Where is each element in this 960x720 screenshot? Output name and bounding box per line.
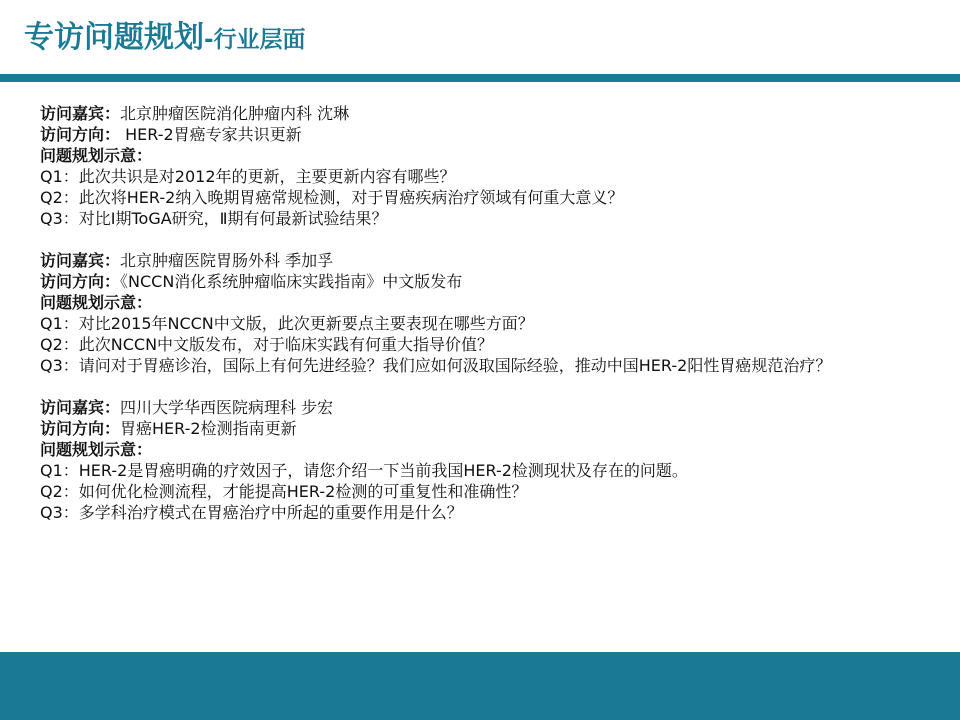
- direction-value: 胃癌HER-2检测指南更新: [120, 419, 297, 438]
- question-item: Q1：对比2015年NCCN中文版，此次更新要点主要表现在哪些方面？: [40, 314, 534, 333]
- plan-label: 问题规划示意：: [40, 440, 153, 459]
- guest-label: 访问嘉宾：: [40, 251, 121, 270]
- question-item: Q3：对比Ⅰ期ToGA研究，Ⅱ期有何最新试验结果？: [40, 209, 388, 228]
- guest-line: [40, 250, 960, 271]
- interview-block-2: [40, 250, 960, 376]
- guest-value: 四川大学华西医院病理科 步宏: [120, 398, 334, 417]
- guest-value: 北京肿瘤医院消化肿瘤内科 沈琳: [120, 104, 350, 123]
- interview-block-3: [40, 397, 960, 523]
- question-item: Q3：请问对于胃癌诊治，国际上有何先进经验？我们应如何汲取国际经验，推动中国HER-2阳性胃癌规范治疗？: [40, 356, 832, 375]
- title-sub: -行业层面: [204, 27, 306, 53]
- direction-label: 访问方向：: [40, 272, 121, 291]
- question-item: Q3：多学科治疗模式在胃癌治疗中所起的重要作用是什么？: [40, 503, 463, 522]
- question-item: Q1：此次共识是对2012年的更新，主要更新内容有哪些？: [40, 167, 456, 186]
- interview-content: [40, 103, 960, 544]
- guest-label: 访问嘉宾：: [40, 398, 121, 417]
- guest-line: [40, 103, 960, 124]
- direction-value: 《NCCN消化系统肿瘤临床实践指南》中文版发布: [120, 272, 463, 291]
- page-title: [24, 14, 306, 62]
- direction-label: 访问方向：: [40, 419, 121, 438]
- direction-line: [40, 271, 960, 292]
- direction-value: HER-2胃癌专家共识更新: [120, 125, 302, 144]
- plan-label: 问题规划示意：: [40, 293, 153, 312]
- question-item: Q2：此次将HER-2纳入晚期胃癌常规检测，对于胃癌疾病治疗领域有何重大意义？: [40, 188, 624, 207]
- title-main: 专访问题规划: [24, 20, 204, 55]
- guest-line: [40, 397, 960, 418]
- direction-line: [40, 418, 960, 439]
- interview-block-1: [40, 103, 960, 229]
- direction-label: 访问方向：: [40, 125, 121, 144]
- plan-label: 问题规划示意：: [40, 146, 153, 165]
- guest-label: 访问嘉宾：: [40, 104, 121, 123]
- guest-value: 北京肿瘤医院胃肠外科 季加孚: [120, 251, 334, 270]
- question-item: Q1：HER-2是胃癌明确的疗效因子，请您介绍一下当前我国HER-2检测现状及存在的问题。: [40, 461, 688, 480]
- question-item: Q2：如何优化检测流程，才能提高HER-2检测的可重复性和准确性？: [40, 482, 528, 501]
- direction-line: [40, 124, 960, 145]
- question-item: Q2：此次NCCN中文版发布，对于临床实践有何重大指导价值？: [40, 335, 494, 354]
- footer-bar: [0, 652, 960, 720]
- header-divider-bar: [0, 74, 960, 82]
